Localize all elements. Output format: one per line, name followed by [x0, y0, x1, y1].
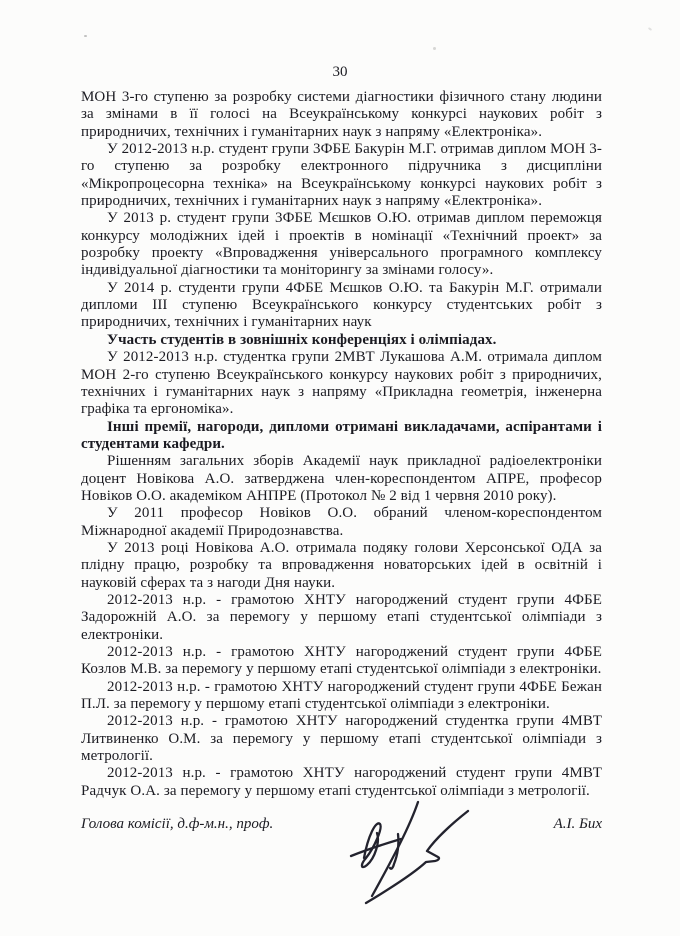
paragraph: 2012-2013 н.р. - грамотою ХНТУ нагороджений студент групи 4ФБЕ Бежан П.Л. за перемогу у першому етапі студентської олімпіади з електроніки. [81, 678, 602, 713]
paragraph: МОН 3-го ступеню за розробку системи діагностики фізичного стану людини за змінами в її голосі на Всеукраїнському конкурсі наукових робіт з природничих, технічних і гуманітарних наук з напряму «Електроніка». [81, 89, 602, 140]
signature-row [81, 816, 602, 833]
signatory-name: А.І. Бих [553, 816, 602, 833]
paragraph: 2012-2013 н.р. - грамотою ХНТУ нагороджений студент групи 4ФБЕ Задорожній А.О. за перемогу у першому етапі студентської олімпіади з електроніки. [81, 591, 602, 643]
paragraph: Рішенням загальних зборів Академії наук прикладної радіоелектроніки доцент Новікова А.О. затверджена член-кореспондентом АПРЕ, професор Новіков О.О. академіком АНПРЕ (Протокол № 2 від 1 червня 2010 року). [81, 453, 602, 504]
paragraph: У 2014 р. студенти групи 4ФБЕ Мєшков О.Ю. та Бакурін М.Г. отримали дипломи III ступеню Всеукраїнського конкурсу студентських робіт з природничих, технічних і гуманітарних наук [81, 279, 602, 331]
scan-speck [84, 35, 87, 37]
paragraph: 2012-2013 н.р. - грамотою ХНТУ нагороджений студент групи 4МВТ Радчук О.А. за перемогу у першому етапі студентської олімпіади з метрології. [81, 765, 602, 799]
paragraph: У 2012-2013 н.р. студент групи 3ФБЕ Бакурін М.Г. отримав диплом МОН 3-го ступеню за розробку електронного підручника з дисципліни «Мікропроцесорна техніка» на Всеукраїнському конкурсі наукових робіт з природничих, технічних і гуманітарних наук з напряму «Електроніка». [81, 141, 602, 210]
paragraph: У 2013 р. студент групи 3ФБЕ Мєшков О.Ю. отримав диплом переможця конкурсу молодіжних ідей і проектів в номінації «Технічний проект» за розробку проекту «Впровадження універсального програмного комплексу індивідуальної діагностики та моніторингу за змінами голосу». [81, 210, 602, 279]
section-heading: Інші премії, нагороди, дипломи отримані викладачами, аспірантами і студентами кафедри. [81, 418, 602, 452]
signature-role: Голова комісії, д.ф-м.н., проф. [81, 816, 274, 833]
scan-speck [433, 47, 436, 50]
document-body [81, 89, 602, 833]
signature-stroke [390, 834, 398, 869]
paragraph: 2012-2013 н.р. - грамотою ХНТУ нагороджений студент групи 4ФБЕ Козлов М.В. за перемогу у першому етапі студентської олімпіади з електроніки. [81, 644, 602, 678]
paragraph: У 2013 році Новікова А.О. отримала подяку голови Херсонської ОДА за плідну працю, розробку та впровадження новаторських ідей в освітній і науковій сферах та з нагоди Дня науки. [81, 539, 602, 591]
page-number: 30 [332, 64, 348, 80]
paragraph: У 2011 професор Новіков О.О. обраний членом-кореспондентом Міжнародної академії Природознавства. [81, 505, 602, 539]
section-heading: Участь студентів в зовнішніх конференціях і олімпіадах. [107, 331, 497, 348]
paragraph: 2012-2013 н.р. - грамотою ХНТУ нагороджений студентка групи 4МВТ Литвиненко О.М. за перемогу у першому етапі студентської олімпіади з метрології. [81, 713, 602, 765]
scan-speck [648, 27, 652, 31]
paragraph: У 2012-2013 н.р. студентка групи 2МВТ Лукашова А.М. отримала диплом МОН 2-го ступеню Всеукраїнського конкурсу наукових робіт з природничих, технічних і гуманітарних наук з напряму «Прикладна геометрія, інженерна графіка та ергономіка». [81, 349, 602, 418]
signature-stroke [351, 839, 401, 856]
